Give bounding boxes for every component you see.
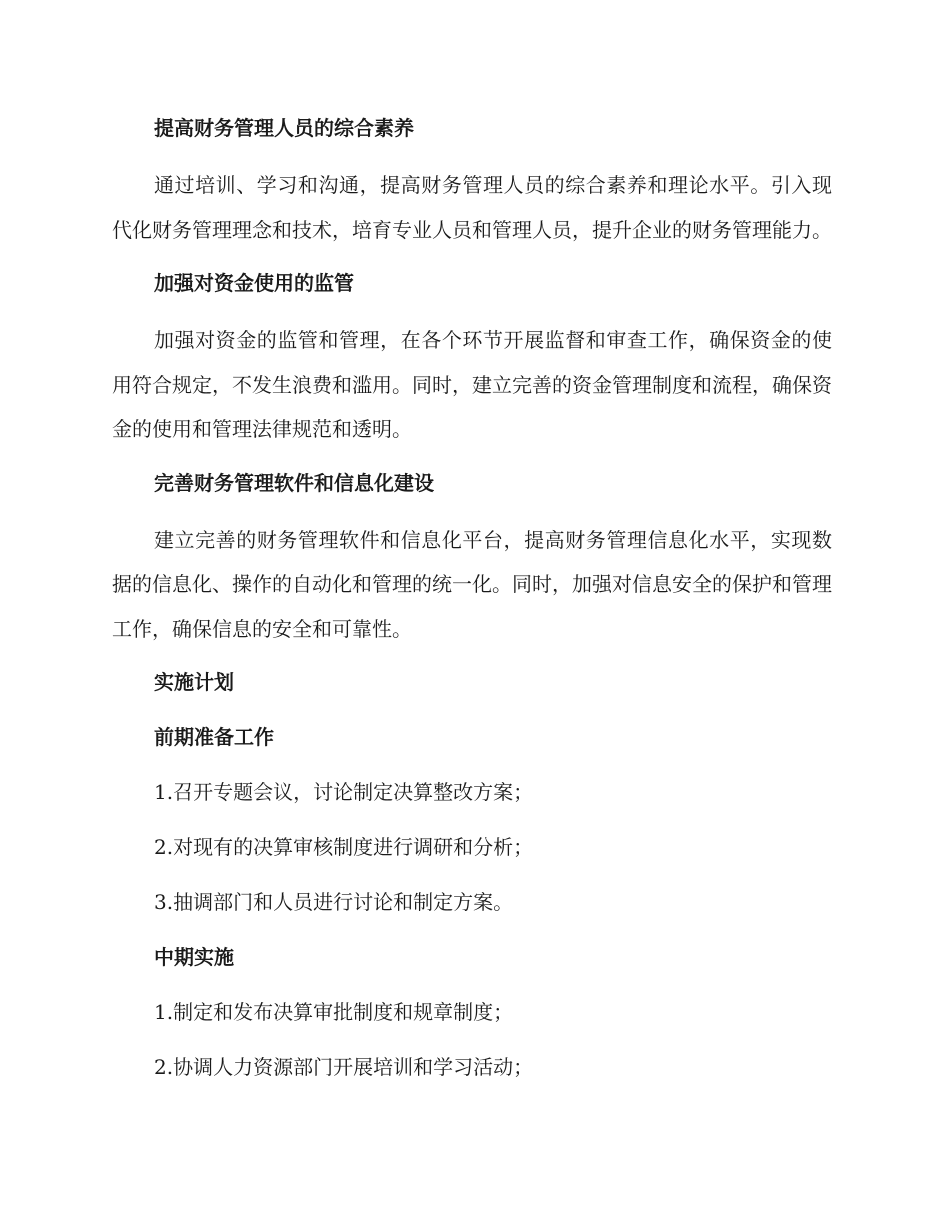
section-paragraph-fund-supervision: 加强对资金的监管和管理，在各个环节开展监督和审查工作，确保资金的使用符合规定，不发生浪费和滥用。同时，建立完善的资金管理制度和流程，确保资金的使用和管理法律规范和透明。 [112,328,832,441]
section-heading-staff-quality: 提高财务管理人员的综合素养 [154,116,414,140]
subsection-heading-preparation: 前期准备工作 [154,725,274,749]
section-heading-software-informatization: 完善财务管理软件和信息化建设 [154,470,434,495]
section-heading-fund-supervision: 加强对资金使用的监管 [154,271,354,295]
document-body [112,108,832,1102]
list-item-mid-1: 1.制定和发布决算审批制度和规章制度； [154,1000,514,1024]
section-heading-implementation-plan: 实施计划 [154,670,234,694]
list-item-mid-2: 2.协调人力资源部门开展培训和学习活动； [154,1055,534,1079]
list-item-prep-2: 2.对现有的决算审核制度进行调研和分析； [154,835,534,859]
section-paragraph-software-informatization: 建立完善的财务管理软件和信息化平台，提高财务管理信息化水平，实现数据的信息化、操作的自动化和管理的统一化。同时，加强对信息安全的保护和管理工作，确保信息的安全和可靠性。 [112,527,832,641]
subsection-heading-mid-implementation: 中期实施 [154,945,234,969]
section-paragraph-staff-quality: 通过培训、学习和沟通，提高财务管理人员的综合素养和理论水平。引入现代化财务管理理念和技术，培育专业人员和管理人员，提升企业的财务管理能力。 [112,173,832,242]
list-item-prep-3: 3.抽调部门和人员进行讨论和制定方案。 [154,890,514,914]
list-item-prep-1: 1.召开专题会议，讨论制定决算整改方案； [154,780,534,804]
